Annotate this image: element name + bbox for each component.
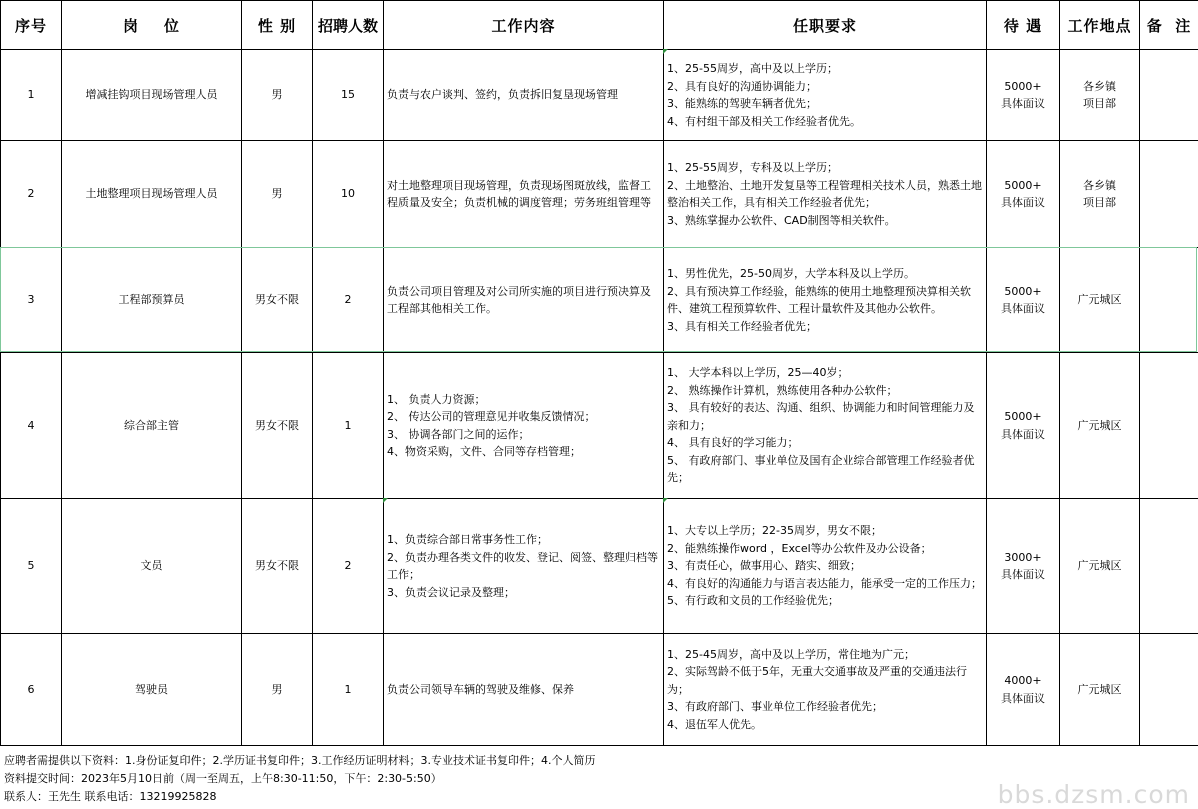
table-row [1, 353, 1198, 499]
table-row [1, 634, 1198, 746]
table-row [1, 499, 1198, 634]
header-post[interactable]: 岗 位 [62, 1, 242, 50]
cell-remark[interactable] [1140, 50, 1198, 141]
cell-post[interactable]: 增减挂钩项目现场管理人员 [62, 50, 242, 141]
cell-content[interactable]: 负责公司领导车辆的驾驶及维修、保养 [384, 634, 664, 746]
cell-comment-marker [663, 498, 668, 503]
header-requirements[interactable]: 任职要求 [664, 1, 987, 50]
header-row [1, 1, 1198, 50]
cell-seq[interactable]: 1 [1, 50, 62, 141]
cell-count[interactable]: 1 [313, 353, 384, 499]
cell-pay[interactable]: 5000+ 具体面议 [987, 50, 1060, 141]
cell-count[interactable]: 15 [313, 50, 384, 141]
cell-count[interactable]: 2 [313, 499, 384, 634]
cell-gender[interactable]: 男女不限 [242, 248, 313, 353]
cell-count[interactable]: 1 [313, 634, 384, 746]
cell-seq[interactable]: 4 [1, 353, 62, 499]
cell-requirements[interactable]: 1、大专以上学历；22-35周岁，男女不限； 2、能熟练操作word ，Excel等办公软件及办公设备； 3、有责任心，做事用心、踏实、细致； 4、有良好的沟通能力与语言表达能力，能承受一定的工作压力； 5、有行政和文员的工作经验优先； [664, 499, 987, 634]
table-row [1, 50, 1198, 141]
header-gender[interactable]: 性 别 [242, 1, 313, 50]
cell-post[interactable]: 文员 [62, 499, 242, 634]
cell-remark[interactable] [1140, 248, 1198, 353]
cell-comment-marker [383, 498, 388, 503]
cell-comment-marker [663, 49, 668, 54]
cell-content[interactable]: 1、 负责人力资源； 2、 传达公司的管理意见并收集反馈情况； 3、 协调各部门之间的运作； 4、物资采购，文件、合同等存档管理； [384, 353, 664, 499]
cell-seq[interactable]: 3 [1, 248, 62, 353]
cell-seq[interactable]: 6 [1, 634, 62, 746]
cell-location[interactable]: 广元城区 [1060, 353, 1140, 499]
cell-count[interactable]: 2 [313, 248, 384, 353]
cell-seq[interactable]: 2 [1, 141, 62, 248]
cell-pay[interactable]: 5000+ 具体面议 [987, 141, 1060, 248]
header-count[interactable]: 招聘人数 [313, 1, 384, 50]
cell-content[interactable]: 负责与农户谈判、签约，负责拆旧复垦现场管理 [384, 50, 664, 141]
cell-gender[interactable]: 男女不限 [242, 499, 313, 634]
cell-count[interactable]: 10 [313, 141, 384, 248]
cell-post[interactable]: 工程部预算员 [62, 248, 242, 353]
cell-location[interactable]: 广元城区 [1060, 248, 1140, 353]
cell-pay[interactable]: 3000+ 具体面议 [987, 499, 1060, 634]
cell-post[interactable]: 综合部主管 [62, 353, 242, 499]
header-content[interactable]: 工作内容 [384, 1, 664, 50]
footer-deadline: 资料提交时间：2023年5月10日前（周一至周五，上午8:30-11:50，下午：2:30-5:50） [4, 772, 442, 785]
cell-remark[interactable] [1140, 499, 1198, 634]
header-remark[interactable]: 备 注 [1140, 1, 1198, 50]
cell-gender[interactable]: 男女不限 [242, 353, 313, 499]
cell-requirements[interactable]: 1、男性优先，25-50周岁，大学本科及以上学历。 2、具有预决算工作经验，能熟练的使用土地整理预决算相关软件、建筑工程预算软件、工程计量软件及其他办公软件。 3、具有相关工作经验者优先； [664, 248, 987, 353]
header-seq[interactable]: 序号 [1, 1, 62, 50]
cell-requirements[interactable]: 1、 大学本科以上学历，25—40岁； 2、 熟练操作计算机，熟练使用各种办公软件； 3、 具有较好的表达、沟通、组织、协调能力和时间管理能力及亲和力； 4、 具有良好的学习能力； 5、 有政府部门、事业单位及国有企业综合部管理工作经验者优先； [664, 353, 987, 499]
footer-materials: 应聘者需提供以下资料：1.身份证复印件；2.学历证书复印件；3.工作经历证明材料；3.专业技术证书复印件；4.个人简历 [4, 754, 596, 767]
footer-notes [4, 752, 595, 806]
cell-remark[interactable] [1140, 634, 1198, 746]
cell-pay[interactable]: 4000+ 具体面议 [987, 634, 1060, 746]
cell-content[interactable]: 负责公司项目管理及对公司所实施的项目进行预决算及工程部其他相关工作。 [384, 248, 664, 353]
cell-location[interactable]: 广元城区 [1060, 499, 1140, 634]
cell-location[interactable]: 广元城区 [1060, 634, 1140, 746]
cell-pay[interactable]: 5000+ 具体面议 [987, 353, 1060, 499]
cell-requirements[interactable]: 1、25-45周岁，高中及以上学历，常住地为广元； 2、实际驾龄不低于5年，无重大交通事故及严重的交通违法行为； 3、有政府部门、事业单位工作经验者优先； 4、退伍军人优先。 [664, 634, 987, 746]
cell-content[interactable]: 对土地整理项目现场管理，负责现场图斑放线，监督工程质量及安全；负责机械的调度管理；劳务班组管理等 [384, 141, 664, 248]
footer-contact: 联系人：王先生 联系电话：13219925828 [4, 790, 217, 803]
cell-gender[interactable]: 男 [242, 634, 313, 746]
cell-remark[interactable] [1140, 353, 1198, 499]
cell-location[interactable]: 各乡镇 项目部 [1060, 50, 1140, 141]
cell-requirements[interactable]: 1、25-55周岁，专科及以上学历； 2、土地整治、土地开发复垦等工程管理相关技术人员，熟悉土地整治相关工作，具有相关工作经验者优先； 3、熟练掌握办公软件、CAD制图等相关软件。 [664, 141, 987, 248]
table-row [1, 141, 1198, 248]
cell-remark[interactable] [1140, 141, 1198, 248]
watermark-text: bbs.dzsm.com [997, 780, 1190, 809]
cell-gender[interactable]: 男 [242, 141, 313, 248]
cell-post[interactable]: 土地整理项目现场管理人员 [62, 141, 242, 248]
cell-location[interactable]: 各乡镇 项目部 [1060, 141, 1140, 248]
cell-pay[interactable]: 5000+ 具体面议 [987, 248, 1060, 353]
header-location[interactable]: 工作地点 [1060, 1, 1140, 50]
cell-gender[interactable]: 男 [242, 50, 313, 141]
cell-post[interactable]: 驾驶员 [62, 634, 242, 746]
cell-content[interactable]: 1、负责综合部日常事务性工作； 2、负责办理各类文件的收发、登记、阅签、整理归档等工作； 3、负责会议记录及整理； [384, 499, 664, 634]
cell-requirements[interactable]: 1、25-55周岁，高中及以上学历； 2、具有良好的沟通协调能力； 3、能熟练的驾驶车辆者优先； 4、有村组干部及相关工作经验者优先。 [664, 50, 987, 141]
cell-seq[interactable]: 5 [1, 499, 62, 634]
table-row [1, 248, 1198, 353]
header-pay[interactable]: 待 遇 [987, 1, 1060, 50]
